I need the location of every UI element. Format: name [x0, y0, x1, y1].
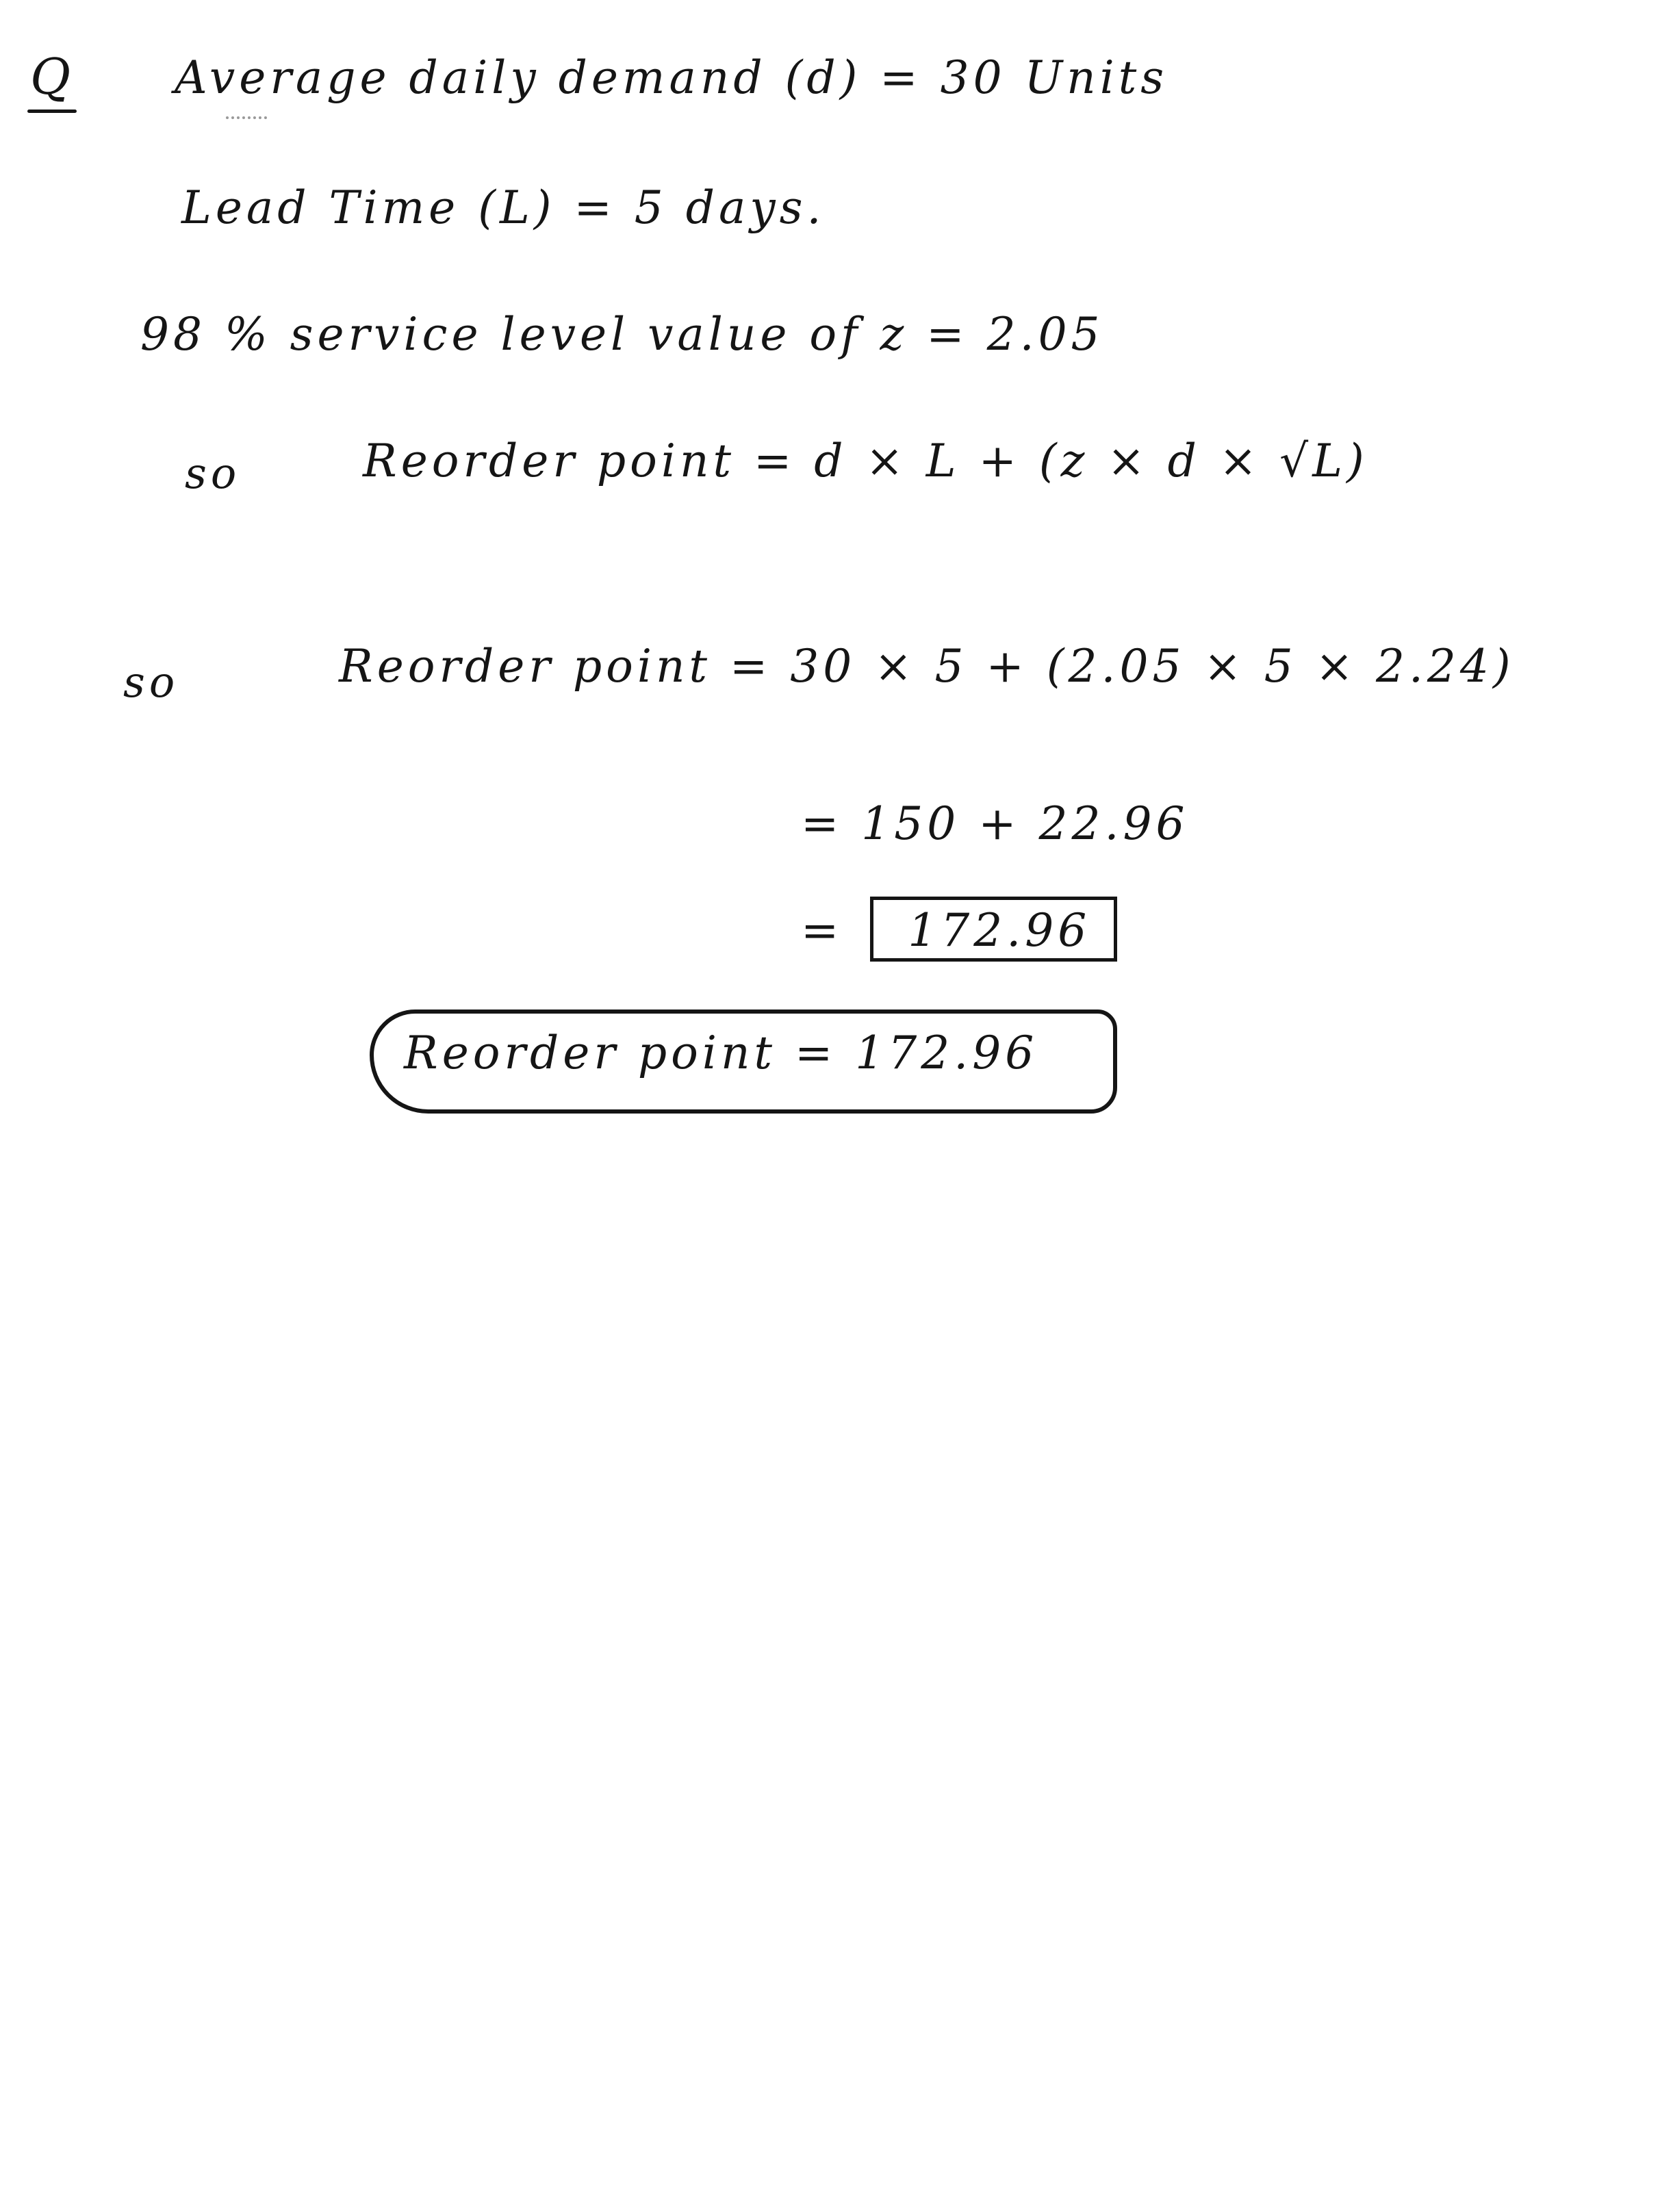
question-marker: Q [30, 48, 71, 105]
average-daily-demand-line: Average daily demand (d) = 30 Units [175, 51, 1168, 104]
calculation-step-sum: = 150 + 22.96 [801, 797, 1189, 850]
reorder-point-formula: Reorder point = d × L + (z × d × √L) [363, 435, 1368, 487]
ink-dots [226, 116, 267, 126]
service-level-line: 98 % service level value of z = 2.05 [140, 308, 1104, 361]
question-marker-underline [27, 110, 77, 113]
final-answer: Reorder point = 172.96 [404, 1027, 1038, 1079]
lead-time-line: Lead Time (L) = 5 days. [181, 181, 826, 234]
boxed-result: 172.96 [870, 897, 1117, 962]
reorder-point-substitution: Reorder point = 30 × 5 + (2.05 × 5 × 2.24) [339, 640, 1515, 693]
equals-sign: = [801, 904, 843, 957]
calculation-step-result [801, 897, 1117, 962]
so-label-2: so [123, 657, 179, 707]
so-label-1: so [185, 448, 241, 498]
